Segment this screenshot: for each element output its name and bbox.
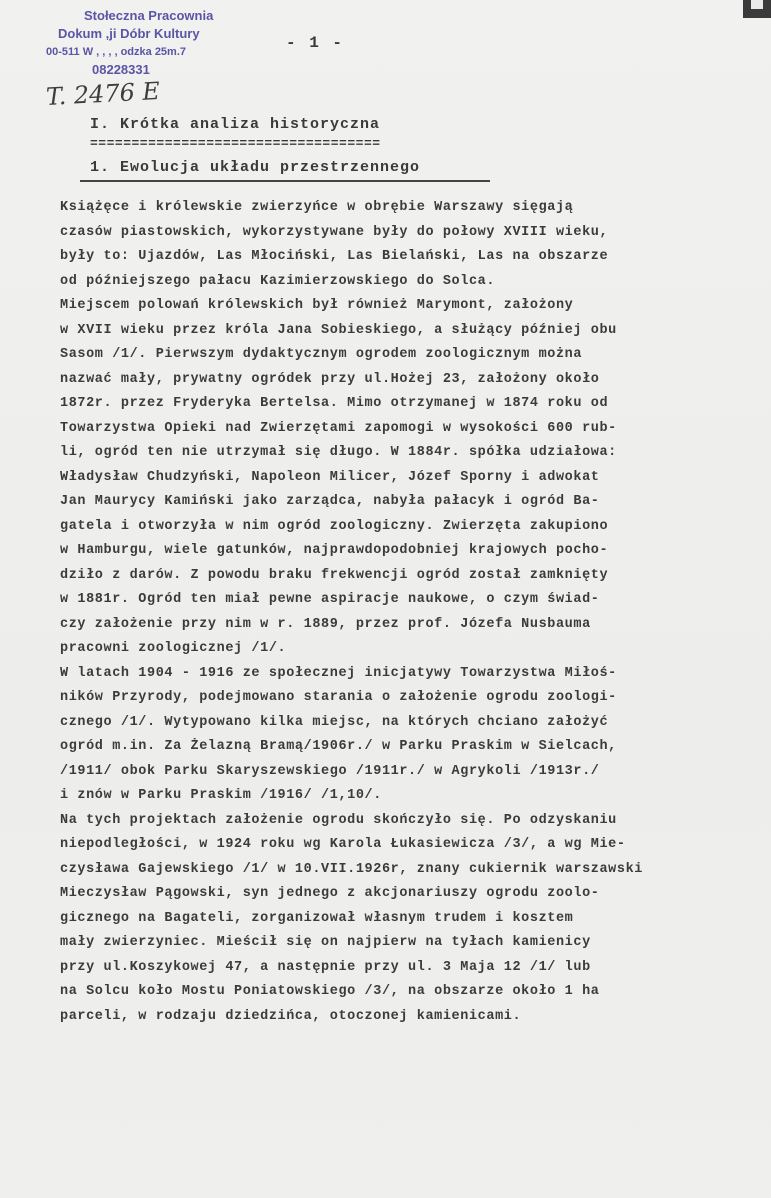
body-line: niepodległości, w 1924 roku wg Karola Łukasiewicza /3/, a wg Mie- (60, 837, 626, 852)
body-line: przy ul.Koszykowej 47, a następnie przy ul. 3 Maja 12 /1/ lub (60, 959, 591, 975)
body-line: Miejscem polowań królewskich był również Marymont, założony (60, 298, 574, 313)
body-line: czasów piastowskich, wykorzystywane były do połowy XVIII wieku, (60, 224, 609, 240)
subsection-title: 1. Ewolucja układu przestrzennego (90, 159, 421, 176)
stamp-line-2: Dokum ,ji Dóbr Kultury (58, 26, 200, 41)
body-line: cznego /1/. Wytypowano kilka miejsc, na których chciano założyć (60, 714, 609, 730)
body-line: 1872r. przez Fryderyka Bertelsa. Mimo otrzymanej w 1874 roku od (60, 396, 609, 411)
body-line: pracowni zoologicznej /1/. (60, 641, 287, 656)
body-line: czysława Gajewskiego /1/ w 10.VII.1926r, znany cukiernik warszawski (60, 861, 643, 877)
body-line: Mieczysław Pągowski, syn jednego z akcjonariuszy ogrodu zoolo- (60, 886, 600, 901)
body-line: na Solcu koło Mostu Poniatowskiego /3/, na obszarze około 1 ha (60, 984, 600, 999)
body-line: li, ogród ten nie utrzymał się długo. W 1884r. spółka udziałowa: (60, 445, 617, 460)
section-underline: =================================== (90, 136, 381, 151)
body-line: Władysław Chudzyński, Napoleon Milicer, Józef Sporny i adwokat (60, 469, 600, 485)
subsection-rule (80, 180, 490, 182)
section-title: I. Krótka analiza historyczna (90, 116, 381, 133)
stamp-line-3: 00-511 W , , , , odzka 25m.7 (46, 46, 187, 58)
body-line: Jan Maurycy Kamiński jako zarządca, nabyła pałacyk i ogród Ba- (60, 494, 600, 509)
stamp-line-1: Stołeczna Pracownia (84, 8, 214, 23)
body-text (60, 196, 760, 1029)
body-line: /1911/ obok Parku Skaryszewskiego /1911r./ w Agrykoli /1913r./ (60, 763, 600, 779)
body-line: Książęce i królewskie zwierzyńce w obrębie Warszawy sięgają (60, 200, 574, 215)
body-line: mały zwierzyniec. Mieścił się on najpierw na tyłach kamienicy (60, 935, 591, 950)
body-line: w 1881r. Ogród ten miał pewne aspiracje naukowe, o czym świad- (60, 592, 600, 607)
body-line: w Hamburgu, wiele gatunków, najprawdopodobniej krajowych pocho- (60, 543, 609, 558)
body-line: ogród m.in. Za Żelazną Bramą/1906r./ w Parku Praskim w Sielcach, (60, 739, 617, 754)
page-corner-light (751, 0, 763, 9)
body-line: Towarzystwa Opieki nad Zwierzętami zapomogi w wysokości 600 rub- (60, 420, 617, 436)
body-line: w XVII wieku przez króla Jana Sobieskiego, a służący później obu (60, 322, 617, 338)
body-line: parceli, w rodzaju dziedzińca, otoczonej kamienicami. (60, 1008, 522, 1024)
body-line: W latach 1904 - 1916 ze społecznej inicjatywy Towarzystwa Miłoś- (60, 665, 617, 681)
body-line: dziło z darów. Z powodu braku frekwencji ogród został zamknięty (60, 567, 609, 583)
body-line: gicznego na Bagateli, zorganizował własnym trudem i kosztem (60, 910, 574, 926)
body-line: i znów w Parku Praskim /1916/ /1,10/. (60, 788, 382, 803)
page-number: - 1 - (286, 34, 345, 52)
body-line: od późniejszego pałacu Kazimierzowskiego do Solca. (60, 273, 496, 289)
stamp-line-4: 08228331 (92, 62, 150, 77)
body-line: ników Przyrody, podejmowano starania o założenie ogrodu zoologi- (60, 690, 617, 705)
body-line: nazwać mały, prywatny ogródek przy ul.Hożej 23, założony około (60, 371, 600, 387)
body-line: Sasom /1/. Pierwszym dydaktycznym ogrodem zoologicznym można (60, 347, 583, 362)
body-line: Na tych projektach założenie ogrodu skończyło się. Po odzyskaniu (60, 812, 617, 828)
body-line: były to: Ujazdów, Las Młociński, Las Bielański, Las na obszarze (60, 249, 609, 264)
handwritten-catalog-mark: T. 2476 E (45, 77, 161, 111)
body-line: gatela i otworzyła w nim ogród zoologiczny. Zwierzęta zakupiono (60, 518, 609, 534)
body-line: czy założenie przy nim w r. 1889, przez prof. Józefa Nusbauma (60, 616, 591, 632)
